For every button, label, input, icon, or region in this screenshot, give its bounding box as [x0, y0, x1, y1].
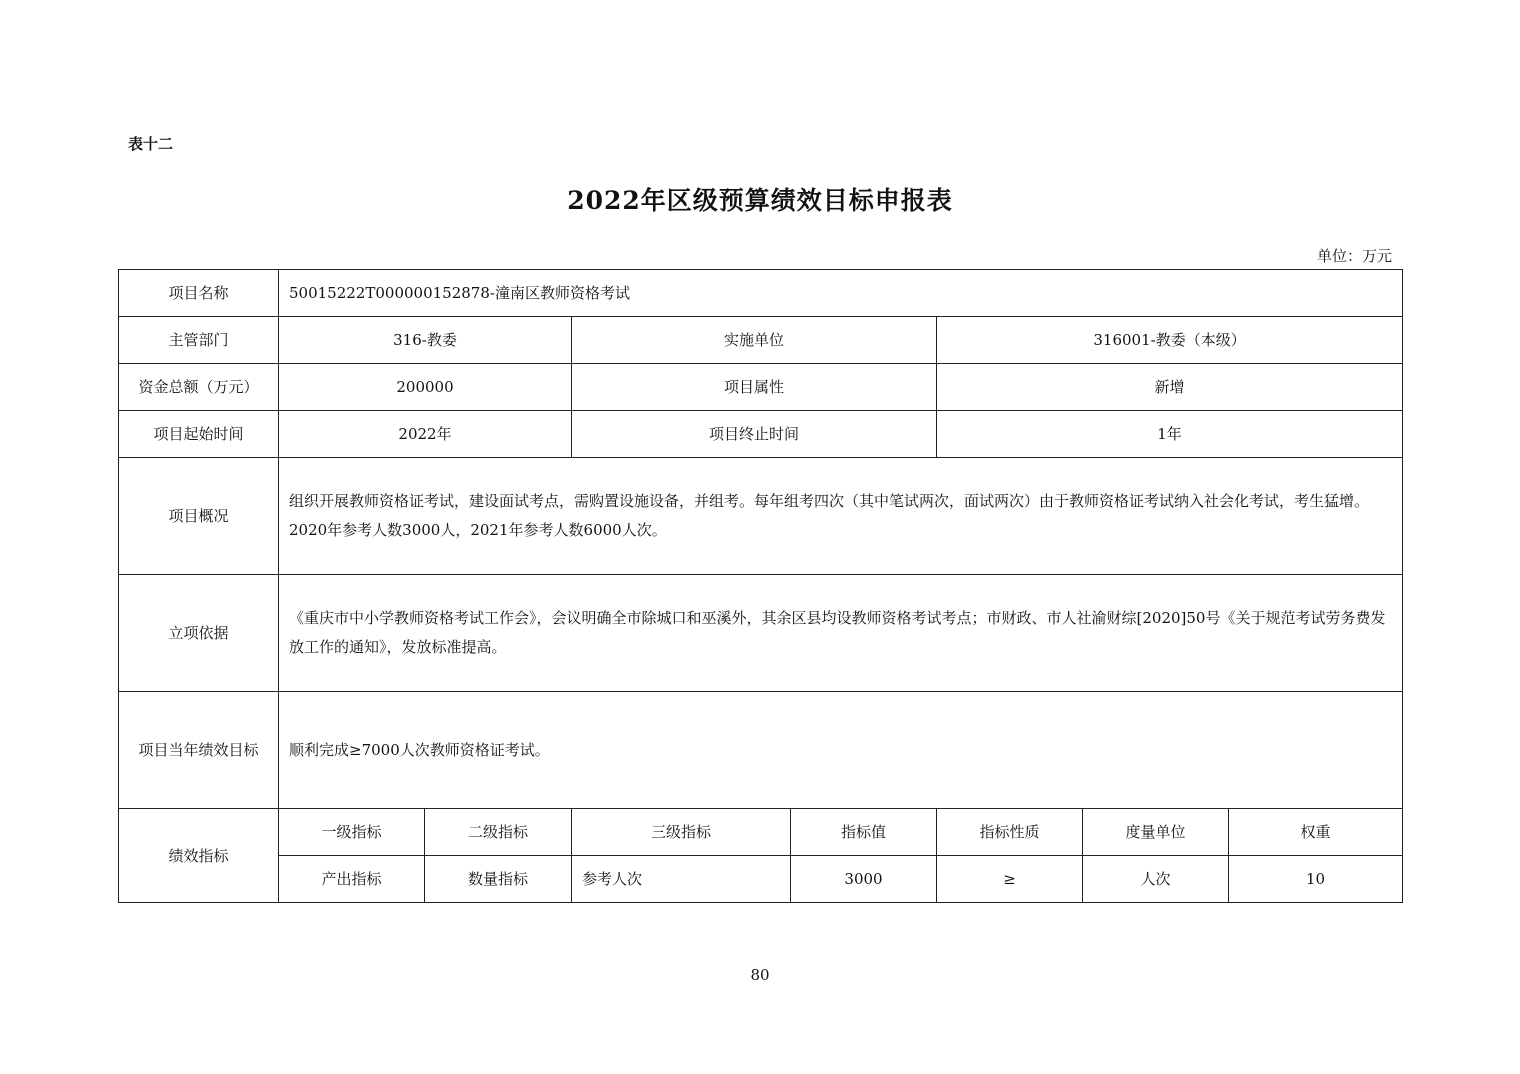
indicator-data-row — [119, 856, 1403, 903]
implementing-unit-value: 316001-教委（本级） — [937, 317, 1403, 364]
basis-label: 立项依据 — [119, 575, 279, 692]
indicator-header-cell: 一级指标 — [279, 809, 425, 856]
goal-label: 项目当年绩效目标 — [119, 692, 279, 809]
department-label: 主管部门 — [119, 317, 279, 364]
document-title: 2022年区级预算绩效目标申报表 — [567, 186, 953, 215]
table-number-label: 表十二 — [128, 135, 174, 153]
project-name-value: 50015222T000000152878-潼南区教师资格考试 — [279, 270, 1403, 317]
basis-value: 《重庆市中小学教师资格考试工作会》，会议明确全市除城口和巫溪外，其余区县均设教师资格考试考点；市财政、市人社渝财综[2020]50号《关于规范考试劳务费发放工作的通知》，发放标准提高。 — [279, 575, 1403, 692]
project-attribute-label: 项目属性 — [572, 364, 937, 411]
row-overview — [119, 458, 1403, 575]
indicator-cell: ≥ — [937, 856, 1083, 903]
indicator-cell: 10 — [1229, 856, 1403, 903]
end-time-label: 项目终止时间 — [572, 411, 937, 458]
indicator-cell: 数量指标 — [425, 856, 572, 903]
funding-label: 资金总额（万元） — [119, 364, 279, 411]
goal-value: 顺利完成≥7000人次教师资格证考试。 — [279, 692, 1403, 809]
overview-label: 项目概况 — [119, 458, 279, 575]
indicator-header-cell: 指标值 — [791, 809, 937, 856]
indicator-header-row — [119, 809, 1403, 856]
overview-value: 组织开展教师资格证考试，建设面试考点，需购置设施设备，并组考。每年组考四次（其中笔试两次，面试两次）由于教师资格证考试纳入社会化考试，考生猛增。2020年参考人数3000人，2021年参考人数6000人次。 — [279, 458, 1403, 575]
start-time-value: 2022年 — [279, 411, 572, 458]
row-department — [119, 317, 1403, 364]
indicator-header-cell: 度量单位 — [1083, 809, 1229, 856]
indicator-header-cell: 二级指标 — [425, 809, 572, 856]
project-name-label: 项目名称 — [119, 270, 279, 317]
row-funding — [119, 364, 1403, 411]
indicator-cell: 参考人次 — [572, 856, 791, 903]
indicator-header-cell: 权重 — [1229, 809, 1403, 856]
row-goal — [119, 692, 1403, 809]
page-number: 80 — [750, 966, 770, 984]
unit-label: 单位：万元 — [1316, 247, 1392, 265]
indicator-header-cell: 三级指标 — [572, 809, 791, 856]
end-time-value: 1年 — [937, 411, 1403, 458]
project-attribute-value: 新增 — [937, 364, 1403, 411]
department-value: 316-教委 — [279, 317, 572, 364]
indicator-header-cell: 指标性质 — [937, 809, 1083, 856]
indicators-label: 绩效指标 — [119, 809, 279, 903]
funding-value: 200000 — [279, 364, 572, 411]
indicator-cell: 人次 — [1083, 856, 1229, 903]
indicator-cell: 3000 — [791, 856, 937, 903]
implementing-unit-label: 实施单位 — [572, 317, 937, 364]
budget-performance-table — [118, 269, 1403, 903]
row-project-name — [119, 270, 1403, 317]
row-period — [119, 411, 1403, 458]
row-basis — [119, 575, 1403, 692]
indicator-cell: 产出指标 — [279, 856, 425, 903]
start-time-label: 项目起始时间 — [119, 411, 279, 458]
